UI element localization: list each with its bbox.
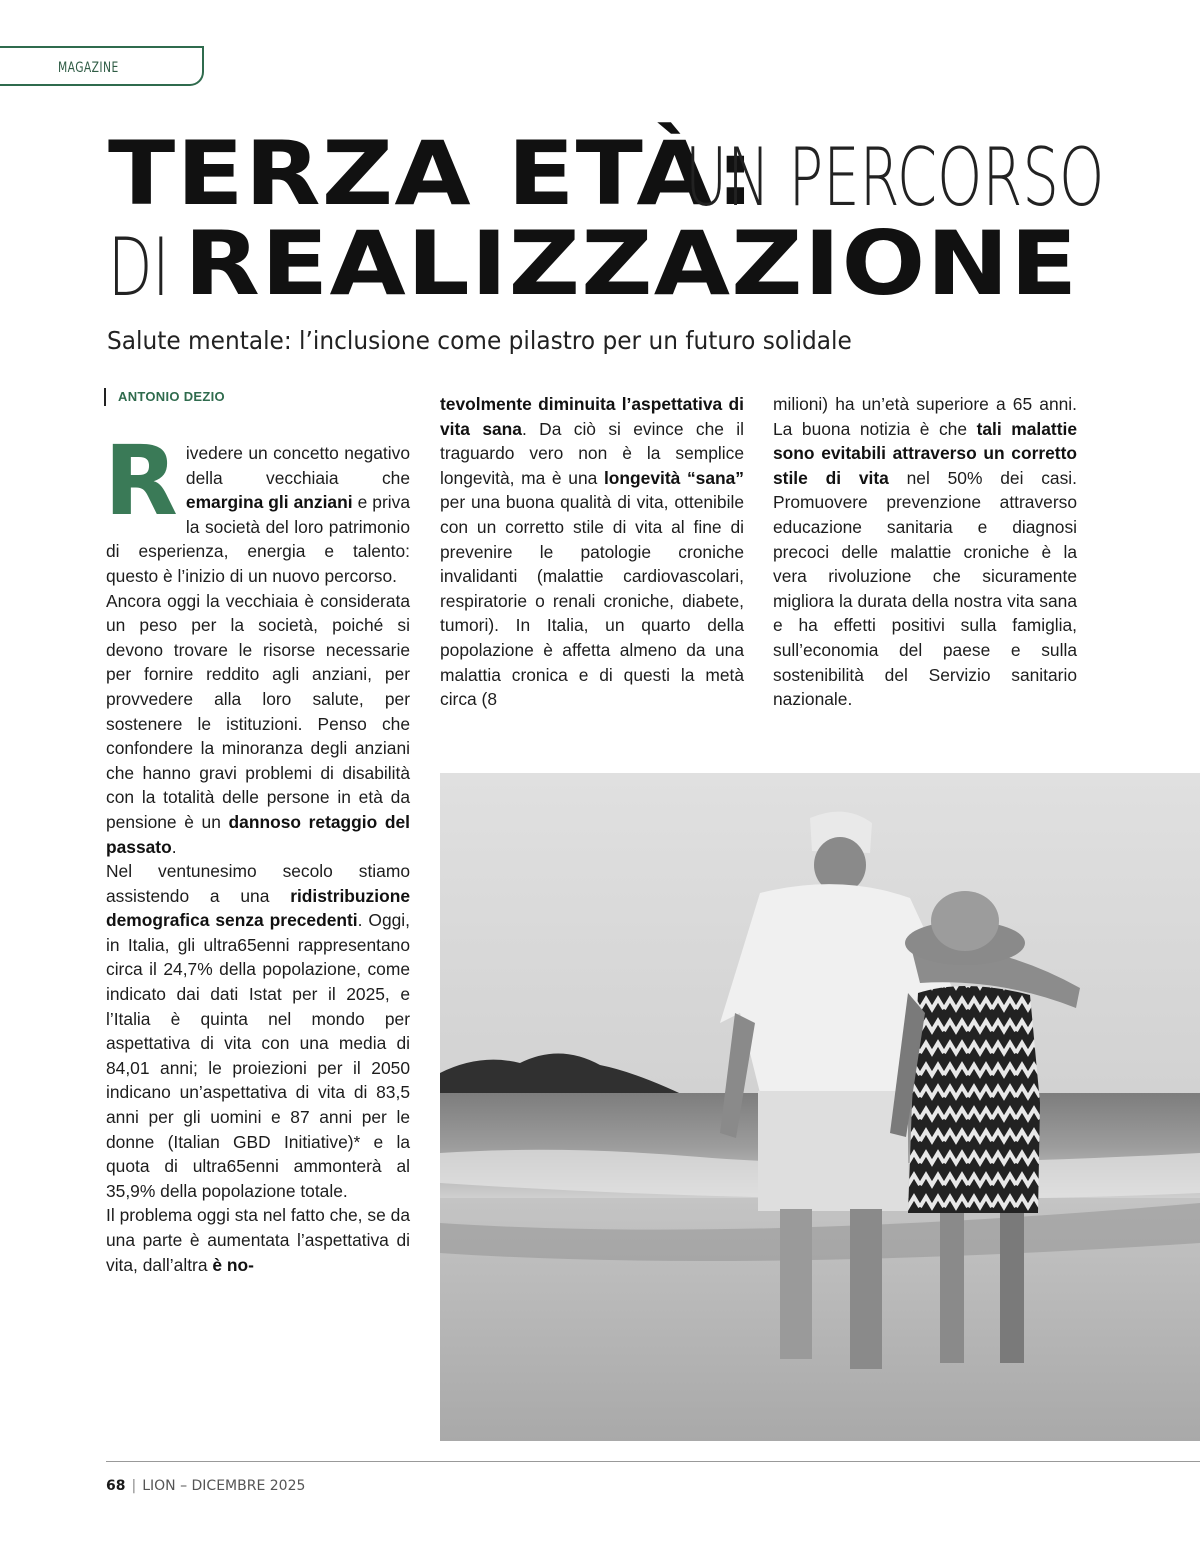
bold-run: è no- [212,1254,254,1275]
headline [108,122,1108,315]
author-byline: ANTONIO DEZIO [104,388,225,406]
subtitle: Salute mentale: l’inclusione come pilastro per un futuro solidale [107,326,852,355]
footer-rule [106,1461,1200,1462]
footer-separator: | [131,1478,137,1494]
headline-bold-1: TERZA ETÀ: [108,122,757,225]
publication-info: LION – DICEMBRE 2025 [142,1478,306,1494]
section-label: MAGAZINE [58,60,119,76]
headline-line-1 [108,122,1108,225]
bold-run: ridistribuzione demografica senza precedenti [106,885,410,931]
page-footer [106,1478,305,1494]
headline-thin-2: DI [108,221,170,314]
headline-line-2 [108,212,1108,315]
bold-run: tevolmente diminuita l’aspettativa di vita sana [440,394,744,439]
text-run: . Oggi, in Italia, gli ultra65enni rappresentano circa il 24,7% della popolazione, come indicato dai dati Istat per il 2025, e l’Italia è quinta nel mondo per aspettativa di vita con una media di 84,01 anni; le proiezioni per il 2050 indicano un’aspettativa di vita di 83,5 anni per gli uomini e 87 anni per le donne (Italian GBD Initiative)* e la quota di ultra65enni ammonterà al 35,9% della popolazione totale. [106,910,410,1201]
text-run: nel 50% dei casi. Promuovere prevenzione attraverso educazione sanitaria e diagnosi precoci delle malattie croniche è la vera rivoluzione che sicuramente migliora la durata della nostra vita sana e ha effetti positivi sulla famiglia, sull’economia del paese e sulla sostenibilità del Servizio sanitario nazionale. [773,467,1077,710]
paragraph-5 [440,392,744,712]
text-run: Il problema oggi sta nel fatto che, se da una parte è aumentata l’aspettativa di vita, dall’altra [106,1205,410,1275]
photo-illustration [440,773,1200,1441]
article-column-2 [440,392,744,712]
paragraph-3 [106,859,410,1203]
article-column-1 [104,425,410,1277]
paragraph-1 [104,425,410,589]
bold-run: dannoso retaggio del passato [106,811,410,857]
drop-cap: R [104,425,178,537]
text-run: per una buona qualità di vita, ottenibile con un corretto stile di vita al fine di prevenire le patologie croniche invalidanti (malattie cardiovascolari, respiratorie o renali croniche, diabete, tumori). In Italia, un quarto della popolazione è affetta almeno da una malattia cronica e di questi la metà circa (8 [440,492,744,710]
text-run: . [171,836,177,857]
text-run: . Da ciò si evince che il traguardo vero non è la semplice longevità, ma è una [440,418,744,488]
headline-thin-1: UN PERCORSO [685,131,1105,224]
text-run: e priva la società del loro patrimonio di esperienza, energia e talento: questo è l’inizio di un nuovo percorso. [106,492,410,586]
section-tag [0,46,204,86]
text-run: Nel ventunesimo secolo stiamo assistendo a una [106,861,410,906]
paragraph-4 [106,1203,410,1277]
bold-run: longevità “sana” [603,467,745,488]
text-run: Ancora oggi la vecchiaia è considerata un peso per la società, poiché si devono trovare le risorse necessarie per fornire reddito agli anziani, per provvedere alla loro salute, per sostenere le istituzioni. Penso che confondere la minoranza degli anziani che hanno gravi problemi di disabilità con la totalità delle persone in età da pensione è un [106,590,410,832]
headline-bold-2: REALIZZAZIONE [184,212,1079,315]
article-column-3 [773,392,1077,712]
text-run: ivedere un concetto negativo della vecchiaia che [185,443,410,488]
page-number: 68 [106,1478,126,1494]
bold-run: emargina gli anziani [185,492,353,513]
paragraph-2 [106,589,410,860]
text-run: milioni) ha un’età superiore a 65 anni. La buona notizia è che [773,394,1077,439]
beach-couple-photo [440,773,1200,1441]
bold-run: tali malattie sono evitabili attraverso un corretto stile di vita [773,418,1078,488]
paragraph-6 [773,392,1077,712]
